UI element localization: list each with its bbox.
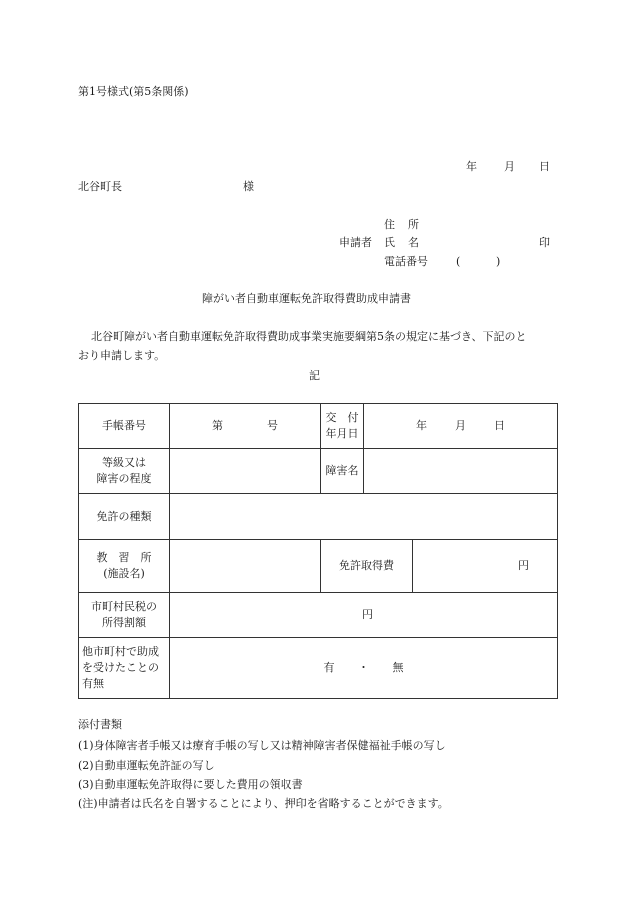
- grade-label-2: 障害の程度: [96, 472, 152, 485]
- document-title: 障がい者自動車運転免許取得費助成申請書: [202, 292, 411, 305]
- income-tax-label: [79, 593, 170, 638]
- row-income-tax: [79, 593, 558, 638]
- attachment-item-3: (3)自動車運転免許取得に要した費用の領収書: [78, 778, 303, 791]
- driving-school-field[interactable]: [170, 540, 321, 593]
- income-tax-label-1: 市町村民税の: [91, 600, 157, 614]
- license-type-label: 免許の種類: [79, 494, 170, 540]
- attachment-item-1: (1)身体障害者手帳又は療育手帳の写し又は精神障害者保健福祉手帳の写し: [78, 739, 446, 752]
- issue-year-label: 年: [416, 419, 427, 433]
- income-tax-label-2: 所得割額: [102, 616, 146, 629]
- body-line-2: おり申請します。: [78, 349, 166, 362]
- name-label-2: 名: [408, 236, 419, 249]
- applicant-label: 申請者: [339, 236, 372, 249]
- date-month-label: 月: [504, 160, 515, 173]
- application-table: [78, 403, 558, 699]
- name-label-1: 氏: [384, 236, 395, 249]
- issue-date-label-2: 年月日: [325, 427, 359, 440]
- other-subsidy-no[interactable]: 無: [392, 661, 404, 675]
- date-year-label: 年: [466, 160, 477, 173]
- license-fee-field[interactable]: [413, 540, 558, 593]
- driving-school-label-2: (施設名): [103, 567, 145, 580]
- driving-school-label-1: 教 習 所: [96, 551, 152, 565]
- other-subsidy-field[interactable]: [170, 638, 558, 699]
- phone-paren-open: (: [456, 255, 461, 268]
- attachments-heading: 添付書類: [78, 718, 122, 731]
- income-tax-field[interactable]: [170, 593, 558, 638]
- form-number: 第1号様式(第5条関係): [78, 85, 189, 98]
- address-label-1: 住: [384, 218, 395, 231]
- notebook-number-field[interactable]: [170, 404, 321, 449]
- other-subsidy-dot: ・: [358, 661, 369, 675]
- row-notebook-number: [79, 404, 558, 449]
- disability-name-label: 障害名: [321, 449, 364, 494]
- grade-label: [79, 449, 170, 494]
- phone-paren-close: ): [496, 255, 501, 268]
- issue-month-label: 月: [455, 419, 466, 433]
- driving-school-label: [79, 540, 170, 593]
- body-line-1: 北谷町障がい者自動車運転免許取得費助成事業実施要綱第5条の規定に基づき、下記のと: [91, 330, 527, 343]
- license-type-field[interactable]: [170, 494, 558, 540]
- other-subsidy-yes[interactable]: 有: [323, 661, 335, 675]
- other-subsidy-label-1: 他市町村で助成: [82, 645, 159, 659]
- notebook-number-prefix: 第: [212, 419, 223, 433]
- notebook-number-suffix: 号: [267, 419, 278, 433]
- addressee: 北谷町長: [78, 180, 122, 193]
- ki-mark: 記: [309, 369, 320, 382]
- attachment-item-2: (2)自動車運転免許証の写し: [78, 759, 215, 772]
- issue-date-label: [321, 404, 364, 449]
- grade-label-1: 等級又は: [102, 456, 146, 470]
- grade-field[interactable]: [170, 449, 321, 494]
- issue-day-label: 日: [494, 419, 505, 433]
- seal-mark: 印: [539, 236, 550, 249]
- other-subsidy-label-2: を受けたことの: [82, 661, 159, 675]
- row-license-type: [79, 494, 558, 540]
- other-subsidy-label: [79, 638, 170, 699]
- issue-date-field[interactable]: [364, 404, 558, 449]
- income-tax-yen: 円: [362, 608, 373, 622]
- row-other-subsidy: [79, 638, 558, 699]
- date-day-label: 日: [539, 160, 550, 173]
- honorific: 様: [243, 180, 254, 193]
- other-subsidy-label-3: 有無: [82, 676, 104, 690]
- attachment-note: (注)申請者は氏名を自署することにより、押印を省略することができます。: [78, 797, 449, 810]
- notebook-number-label: 手帳番号: [79, 404, 170, 449]
- row-driving-school: [79, 540, 558, 593]
- address-label-2: 所: [408, 218, 419, 231]
- license-fee-label: 免許取得費: [321, 540, 413, 593]
- license-fee-yen: 円: [518, 559, 529, 573]
- row-grade: [79, 449, 558, 494]
- phone-label: 電話番号: [384, 255, 428, 268]
- disability-name-field[interactable]: [364, 449, 558, 494]
- issue-date-label-1: 交 付: [325, 411, 359, 425]
